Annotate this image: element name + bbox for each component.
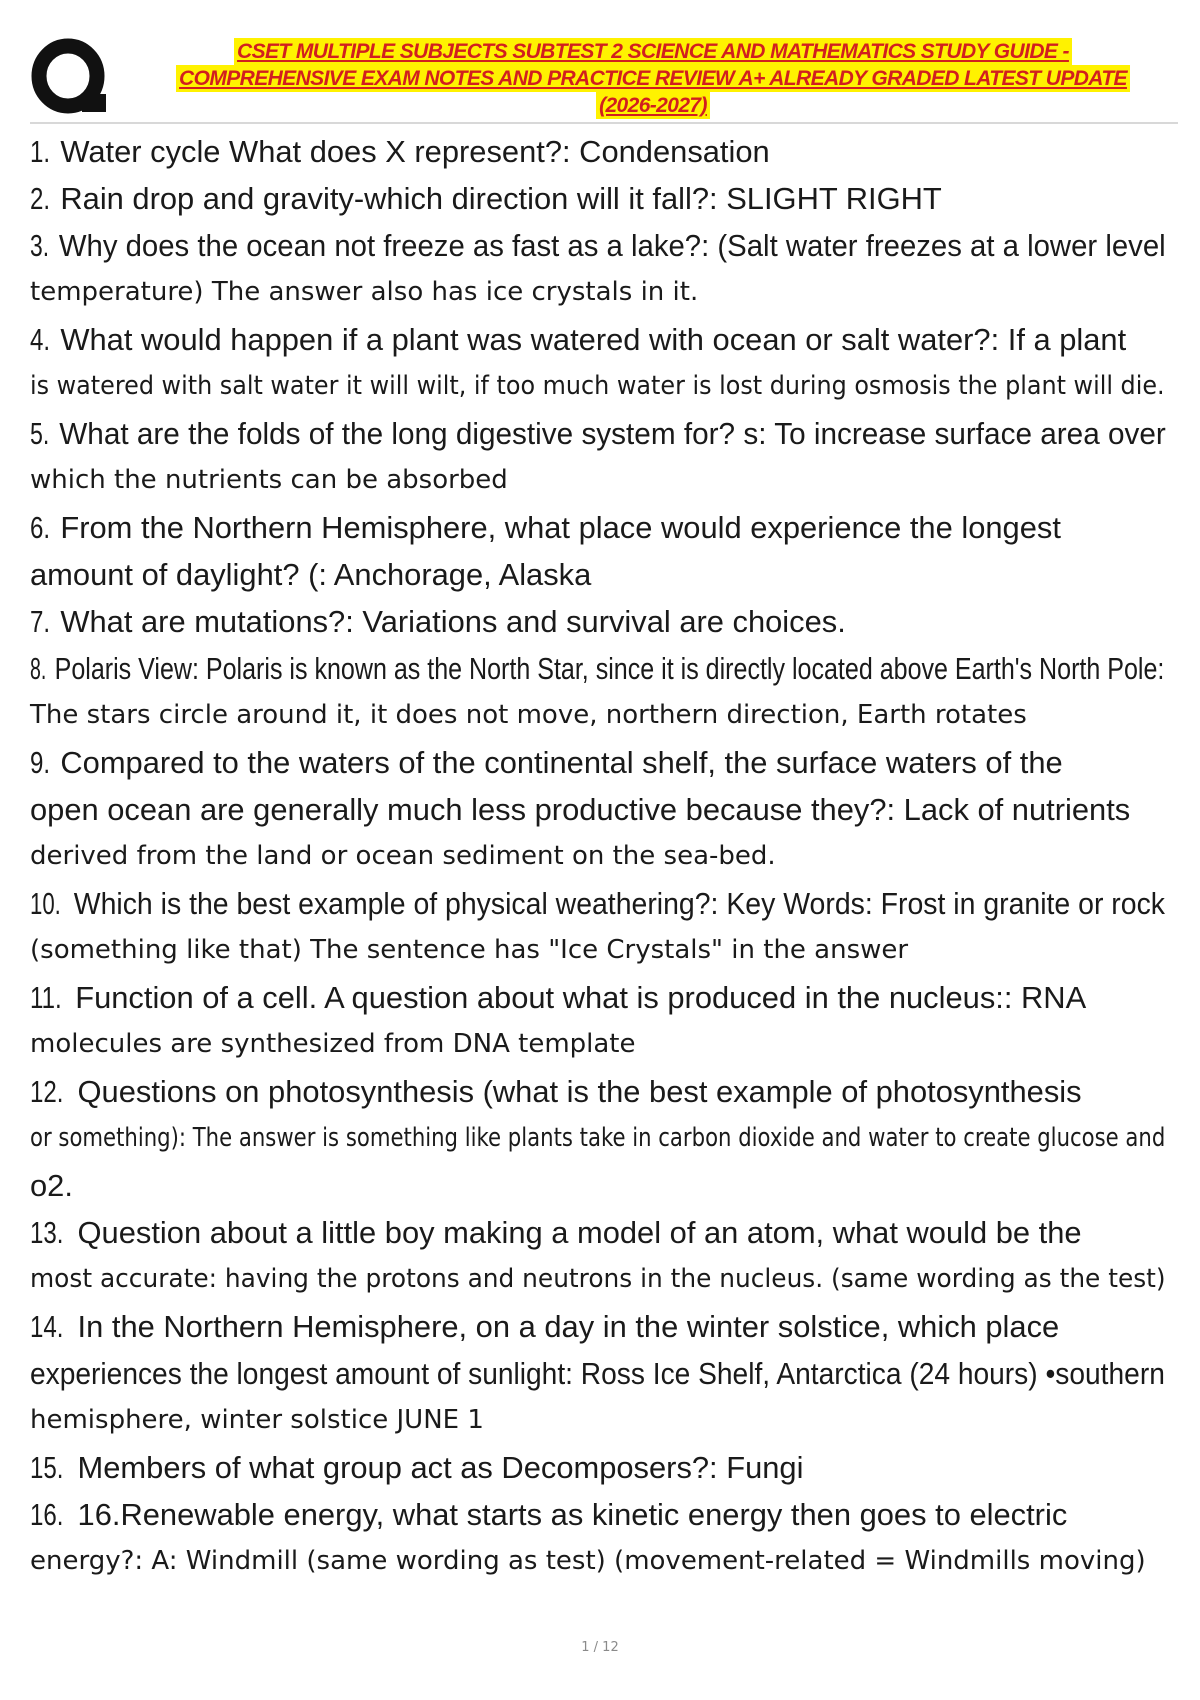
qa-item bbox=[30, 410, 1170, 504]
question-number: 11. bbox=[30, 980, 62, 1015]
qa-line bbox=[30, 1444, 1165, 1491]
q-logo-icon bbox=[30, 38, 110, 118]
qa-line bbox=[30, 1491, 1165, 1538]
qa-list bbox=[30, 128, 1170, 1585]
answer-text: The stars circle around it, it does not move, northern direction, Earth rotates bbox=[30, 700, 1027, 730]
qa-line bbox=[30, 175, 1165, 222]
question-number: 5. bbox=[30, 416, 50, 451]
qa-item bbox=[30, 974, 1170, 1068]
question-number: 8. bbox=[30, 651, 47, 686]
answer-text: which the nutrients can be absorbed bbox=[30, 465, 508, 495]
qa-line bbox=[30, 1350, 1165, 1397]
header-title-line-2: COMPREHENSIVE EXAM NOTES AND PRACTICE REVIEW A+ ALREADY GRADED LATEST UPDATE bbox=[176, 65, 1130, 92]
header-title-line-3: (2026-2027) bbox=[596, 92, 710, 119]
answer-text: or something): The answer is something like plants take in carbon dioxide and water to create glucose and bbox=[30, 1123, 1166, 1153]
question-text: Which is the best example of physical weathering?: bbox=[65, 886, 727, 921]
question-text: What are the folds of the long digestive system for? s: bbox=[50, 416, 775, 451]
question-text: What are mutations?: bbox=[51, 604, 363, 639]
qa-line bbox=[30, 1538, 1170, 1585]
document-header bbox=[138, 38, 1168, 119]
question-text: Water cycle What does X represent?: bbox=[51, 134, 580, 169]
qa-item bbox=[30, 1209, 1170, 1303]
qa-line bbox=[30, 504, 1165, 551]
qa-line bbox=[30, 222, 1165, 269]
qa-line bbox=[30, 457, 1170, 504]
question-number: 3. bbox=[30, 228, 50, 263]
question-number: 16. bbox=[30, 1497, 64, 1532]
question-number: 1. bbox=[30, 134, 51, 169]
answer-text: Key Words: Frost in granite or rock bbox=[726, 886, 1166, 921]
qa-item bbox=[30, 645, 1170, 739]
question-text: Polaris View: bbox=[47, 651, 206, 686]
question-text: experiences the longest amount of sunlight: bbox=[30, 1356, 581, 1391]
question-text: Function of a cell. A question about what is produced in the nucleus:: bbox=[66, 980, 1021, 1015]
qa-line bbox=[30, 1162, 1165, 1209]
question-text: o2. bbox=[30, 1168, 73, 1203]
qa-item bbox=[30, 128, 1170, 175]
question-text: Question about a little boy making a model of an atom, what would be the bbox=[68, 1215, 1082, 1250]
question-number: 6. bbox=[30, 510, 51, 545]
answer-text: (Salt water freezes at a lower level bbox=[717, 228, 1166, 263]
question-text: amount of daylight? (: bbox=[30, 557, 334, 592]
question-text: Rain drop and gravity-which direction will it fall?: bbox=[51, 181, 727, 216]
answer-text: is watered with salt water it will wilt, if too much water is lost during osmosis the plant will die. bbox=[30, 371, 1165, 401]
qa-item bbox=[30, 1303, 1170, 1444]
question-text: Members of what group act as Decomposers?: bbox=[68, 1450, 727, 1485]
qa-item bbox=[30, 1491, 1170, 1585]
question-text: Questions on photosynthesis (what is the best example of photosynthesis bbox=[68, 1074, 1082, 1109]
qa-line bbox=[30, 269, 1170, 316]
qa-line bbox=[30, 1209, 1165, 1256]
question-text: From the Northern Hemisphere, what place would experience the longest bbox=[51, 510, 1061, 545]
question-number: 14. bbox=[30, 1309, 64, 1344]
answer-text: hemisphere, winter solstice JUNE 1 bbox=[30, 1405, 484, 1435]
answer-text: RNA bbox=[1020, 980, 1087, 1015]
question-number: 4. bbox=[30, 322, 51, 357]
question-text: 16.Renewable energy, what starts as kinetic energy then goes to electric bbox=[68, 1497, 1068, 1532]
question-number: 12. bbox=[30, 1074, 64, 1109]
qa-item bbox=[30, 880, 1170, 974]
qa-item bbox=[30, 739, 1170, 880]
question-text: open ocean are generally much less productive because they?: bbox=[30, 792, 904, 827]
answer-text: SLIGHT RIGHT bbox=[726, 181, 942, 216]
answer-text: Anchorage, Alaska bbox=[333, 557, 592, 592]
qa-line bbox=[30, 1021, 1170, 1068]
qa-line bbox=[30, 833, 1170, 880]
answer-text: Fungi bbox=[726, 1450, 804, 1485]
question-text: Why does the ocean not freeze as fast as a lake?: bbox=[50, 228, 718, 263]
header-divider bbox=[30, 122, 1178, 124]
qa-line bbox=[30, 1256, 1170, 1303]
question-text: In the Northern Hemisphere, on a day in the winter solstice, which place bbox=[68, 1309, 1060, 1344]
question-number: 7. bbox=[30, 604, 51, 639]
answer-text: energy?: A: Windmill (same wording as test) (movement-related = Windmills moving) bbox=[30, 1546, 1146, 1576]
qa-item bbox=[30, 504, 1170, 598]
qa-line bbox=[30, 316, 1165, 363]
qa-line bbox=[30, 1397, 1170, 1444]
qa-line bbox=[30, 692, 1170, 739]
answer-text: Polaris is known as the North Star, since it is directly located above Earth's North Pole: bbox=[205, 651, 1165, 686]
page-number: 1 / 12 bbox=[581, 1640, 619, 1655]
qa-item bbox=[30, 316, 1170, 410]
question-number: 10. bbox=[30, 886, 61, 921]
answer-text: molecules are synthesized from DNA template bbox=[30, 1029, 636, 1059]
qa-line bbox=[30, 927, 1170, 974]
qa-line bbox=[30, 551, 1165, 598]
answer-text: temperature) The answer also has ice crystals in it. bbox=[30, 277, 699, 307]
qa-item bbox=[30, 598, 1170, 645]
qa-line bbox=[30, 1115, 1170, 1162]
qa-item bbox=[30, 222, 1170, 316]
answer-text: Ross Ice Shelf, Antarctica (24 hours) •southern bbox=[580, 1356, 1165, 1391]
answer-text: Condensation bbox=[579, 134, 770, 169]
qa-line bbox=[30, 739, 1165, 786]
qa-line bbox=[30, 410, 1165, 457]
qa-line bbox=[30, 1068, 1165, 1115]
qa-line bbox=[30, 363, 1170, 410]
answer-text: To increase surface area over bbox=[774, 416, 1166, 451]
qa-line bbox=[30, 974, 1165, 1021]
qa-line bbox=[30, 645, 1164, 692]
question-number: 15. bbox=[30, 1450, 64, 1485]
qa-item bbox=[30, 1068, 1170, 1209]
question-number: 9. bbox=[30, 745, 51, 780]
answer-text: Variations and survival are choices. bbox=[362, 604, 846, 639]
question-text: What would happen if a plant was watered with ocean or salt water?: bbox=[51, 322, 1008, 357]
question-number: 2. bbox=[30, 181, 51, 216]
qa-line bbox=[30, 1303, 1165, 1350]
qa-item bbox=[30, 1444, 1170, 1491]
question-text: Compared to the waters of the continental shelf, the surface waters of the bbox=[51, 745, 1063, 780]
qa-line bbox=[30, 880, 1165, 927]
qa-line bbox=[30, 598, 1165, 645]
answer-text: derived from the land or ocean sediment on the sea-bed. bbox=[30, 841, 776, 871]
answer-text: (something like that) The sentence has "Ice Crystals" in the answer bbox=[30, 935, 909, 965]
answer-text: Lack of nutrients bbox=[903, 792, 1131, 827]
qa-line bbox=[30, 128, 1165, 175]
qa-line bbox=[30, 786, 1165, 833]
answer-text: most accurate: having the protons and neutrons in the nucleus. (same wording as the test) bbox=[30, 1264, 1166, 1294]
question-number: 13. bbox=[30, 1215, 64, 1250]
qa-item bbox=[30, 175, 1170, 222]
answer-text: If a plant bbox=[1007, 322, 1127, 357]
header-title-line-1: CSET MULTIPLE SUBJECTS SUBTEST 2 SCIENCE AND MATHEMATICS STUDY GUIDE - bbox=[234, 38, 1072, 65]
